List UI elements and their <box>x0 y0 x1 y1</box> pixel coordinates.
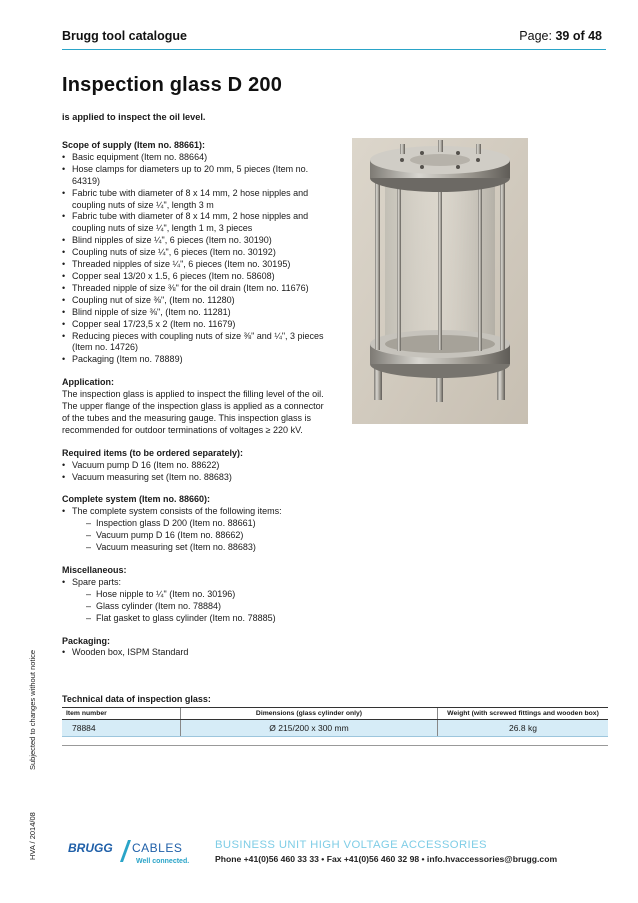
list-item: • Copper seal 17/23,5 x 2 (Item no. 11679) <box>62 319 332 331</box>
content-column <box>62 140 332 670</box>
complete-section <box>62 494 332 554</box>
list-item: • Blind nipples of size ¼", 6 pieces (Item no. 30190) <box>62 235 332 247</box>
list-item: – Vacuum pump D 16 (Item no. 88662) <box>86 530 332 542</box>
col-item-number: Item number <box>62 708 181 720</box>
cell-item-number: 78884 <box>62 720 181 737</box>
list-item: • Hose clamps for diameters up to 20 mm, 5 pieces (Item no. 64319) <box>62 164 332 188</box>
complete-title: Complete system (Item no. 88660): <box>62 494 211 505</box>
list-item: • Coupling nut of size ⅜", (Item no. 11280) <box>62 295 332 307</box>
list-item: • Coupling nuts of size ¼", 6 pieces (Item no. 30192) <box>62 247 332 259</box>
cell-weight: 26.8 kg <box>438 720 609 737</box>
catalogue-title: Brugg tool catalogue <box>62 29 187 43</box>
inspection-glass-illustration <box>352 138 528 424</box>
table-bottom-rule <box>62 737 608 746</box>
list-item: – Glass cylinder (Item no. 78884) <box>86 601 332 613</box>
list-item: • Packaging (Item no. 78889) <box>62 354 332 366</box>
table-header-row <box>62 708 608 720</box>
packaging-title: Packaging: <box>62 635 111 646</box>
list-item: • Vacuum measuring set (Item no. 88683) <box>62 472 332 484</box>
logo-cables-text: CABLES <box>132 841 183 855</box>
misc-sublist <box>62 589 332 625</box>
technical-data <box>62 694 608 746</box>
list-item: – Flat gasket to glass cylinder (Item no. 78885) <box>86 613 332 625</box>
product-photo <box>352 138 528 424</box>
col-weight: Weight (with screwed fittings and wooden box) <box>438 708 609 720</box>
page-header <box>62 27 606 50</box>
packaging-list <box>62 647 332 659</box>
list-item: • Copper seal 13/20 x 1.5, 6 pieces (Item no. 58608) <box>62 271 332 283</box>
technical-data-table <box>62 707 608 737</box>
application-title: Application: <box>62 377 114 388</box>
application-section <box>62 377 332 437</box>
misc-title: Miscellaneous: <box>62 565 127 575</box>
scope-title: Scope of supply (Item no. 88661): <box>62 140 206 150</box>
page-title: Inspection glass D 200 <box>62 74 283 96</box>
list-item: • Threaded nipple of size ⅜" for the oil drain (Item no. 11676) <box>62 283 332 295</box>
tech-title: Technical data of inspection glass: <box>62 694 211 704</box>
list-item: – Vacuum measuring set (Item no. 88683) <box>86 542 332 554</box>
list-item: – Inspection glass D 200 (Item no. 88661) <box>86 518 332 530</box>
logo-tagline: Well connected. <box>136 858 190 865</box>
subtitle: is applied to inspect the oil level. <box>62 112 206 122</box>
list-item: • Reducing pieces with coupling nuts of size ⅜" and ¼", 3 pieces (Item no. 14726) <box>62 331 332 355</box>
table-row <box>62 720 608 737</box>
list-item: • Basic equipment (Item no. 88664) <box>62 152 332 164</box>
complete-list <box>62 506 332 518</box>
packaging-section <box>62 636 332 660</box>
list-item: • Wooden box, ISPM Standard <box>62 647 332 659</box>
brugg-cables-logo <box>62 838 212 870</box>
list-item: • Fabric tube with diameter of 8 x 14 mm, 2 hose nipples and coupling nuts of size ¼", length 3 m <box>62 188 332 212</box>
required-section <box>62 448 332 484</box>
logo-brugg-text: BRUGG <box>68 841 113 855</box>
logo-mark <box>62 838 212 870</box>
contact-line: Phone +41(0)56 460 33 33 • Fax +41(0)56 460 32 98 • info.hvaccessories@brugg.com <box>215 854 558 864</box>
list-item: • The complete system consists of the following items: <box>62 506 332 518</box>
application-text: The inspection glass is applied to inspect the filling level of the oil. The upper flange of the inspection glass is applied as a connector of the tubes and the measuring gauge. This inspection glass is recommended for outdoor terminations of voltages ≥ 220 kV. <box>62 389 324 435</box>
col-dimensions: Dimensions (glass cylinder only) <box>181 708 438 720</box>
list-item: – Hose nipple to ¼" (Item no. 30196) <box>86 589 332 601</box>
side-note: Subjected to changes without notice <box>28 649 37 770</box>
list-item: • Threaded nipples of size ¼", 6 pieces (Item no. 30195) <box>62 259 332 271</box>
side-code: HVA / 2014/08 <box>28 812 37 860</box>
complete-sublist <box>62 518 332 554</box>
logo-slash <box>120 840 131 862</box>
list-item: • Spare parts: <box>62 577 332 589</box>
page-indicator <box>519 29 602 43</box>
misc-list <box>62 577 332 589</box>
page-label: Page: <box>519 29 552 43</box>
list-item: • Fabric tube with diameter of 8 x 14 mm, 2 hose nipples and coupling nuts of size ¼", length 1 m, 3 pieces <box>62 211 332 235</box>
scope-section <box>62 140 332 366</box>
cell-dimensions: Ø 215/200 x 300 mm <box>181 720 438 737</box>
list-item: • Blind nipple of size ⅜", (Item no. 11281) <box>62 307 332 319</box>
page-number: 39 of 48 <box>555 29 602 43</box>
misc-section <box>62 565 332 625</box>
business-unit: BUSINESS UNIT HIGH VOLTAGE ACCESSORIES <box>215 839 487 851</box>
required-list <box>62 460 332 484</box>
required-title: Required items (to be ordered separately): <box>62 447 244 458</box>
list-item: • Vacuum pump D 16 (Item no. 88622) <box>62 460 332 472</box>
scope-list <box>62 152 332 366</box>
